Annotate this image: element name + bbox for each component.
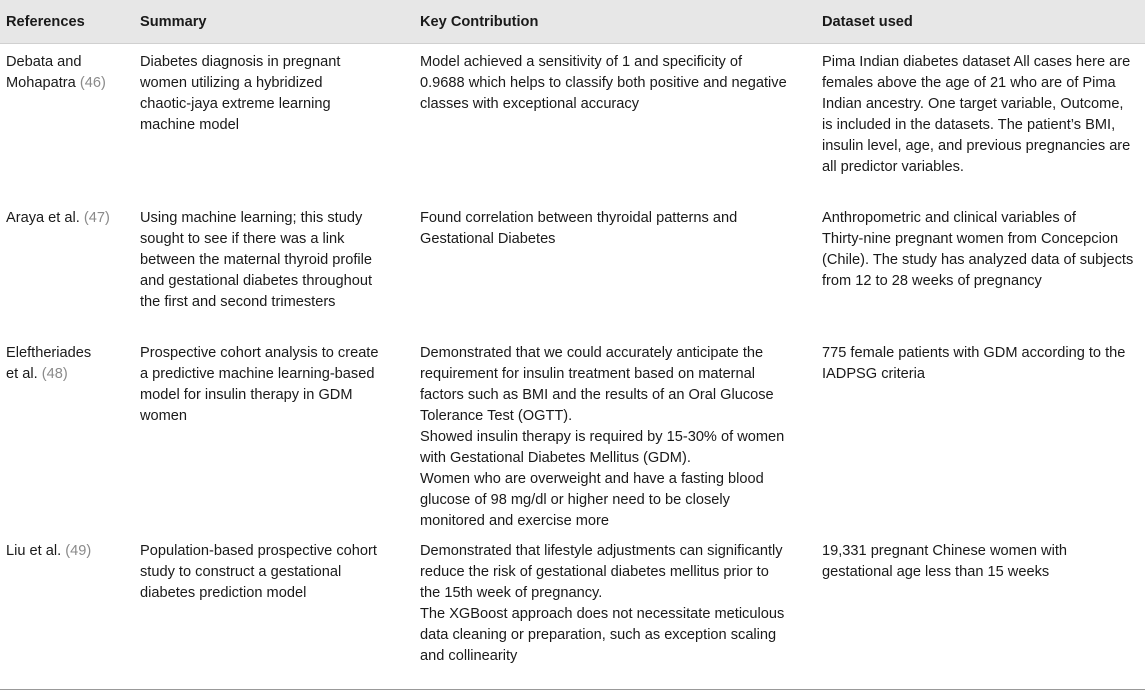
contribution-text: glucose of 98 mg/dl or higher need to be closely bbox=[420, 492, 730, 508]
citation-number: 48 bbox=[46, 366, 63, 382]
summary-text: machine model bbox=[140, 117, 239, 133]
dataset-text: females above the age of 21 who are of Pima bbox=[822, 75, 1116, 91]
reference-text: Mohapatra bbox=[6, 75, 76, 91]
summary-cell bbox=[134, 44, 414, 201]
summary-text: between the maternal thyroid profile bbox=[140, 252, 373, 268]
reference-text: Liu et al. bbox=[6, 543, 62, 559]
dataset-text: Anthropometric and clinical variables of bbox=[822, 210, 1076, 226]
contribution-text: monitored and exercise more bbox=[420, 513, 609, 529]
dataset-cell bbox=[816, 533, 1145, 679]
contribution-text: classes with exceptional accuracy bbox=[420, 96, 640, 112]
contribution-text: reduce the risk of gestational diabetes mellitus prior to bbox=[420, 564, 769, 580]
contribution-cell bbox=[414, 335, 816, 533]
header-dataset-used: Dataset used bbox=[816, 0, 1145, 44]
contribution-text: data cleaning or preparation, such as exception scaling bbox=[420, 627, 777, 643]
dataset-text: Pima Indian diabetes dataset All cases here are bbox=[822, 54, 1131, 70]
reference-cell bbox=[0, 200, 134, 335]
summary-text: model for insulin therapy in GDM bbox=[140, 387, 353, 403]
contribution-text: The XGBoost approach does not necessitate meticulous bbox=[420, 606, 785, 622]
dataset-cell bbox=[816, 335, 1145, 533]
summary-cell bbox=[134, 533, 414, 679]
dataset-text: 19,331 pregnant Chinese women with bbox=[822, 543, 1068, 559]
dataset-text: (Chile). The study has analyzed data of subjects bbox=[822, 252, 1134, 268]
dataset-cell bbox=[816, 44, 1145, 201]
reference-cell bbox=[0, 335, 134, 533]
summary-text: the first and second trimesters bbox=[140, 294, 336, 310]
table-bottom-rule bbox=[0, 689, 1145, 690]
table-header-row bbox=[0, 0, 1145, 44]
citation-link[interactable]: (48) bbox=[41, 366, 68, 382]
contribution-text: Showed insulin therapy is required by 15-30% of women bbox=[420, 429, 785, 445]
summary-text: study to construct a gestational bbox=[140, 564, 342, 580]
reference-cell bbox=[0, 44, 134, 201]
citation-link[interactable]: (47) bbox=[83, 210, 110, 226]
header-summary: Summary bbox=[134, 0, 414, 44]
dataset-text: is included in the datasets. The patient’s BMI, bbox=[822, 117, 1116, 133]
summary-text: Population-based prospective cohort bbox=[140, 543, 377, 559]
reference-text: Araya et al. bbox=[6, 210, 80, 226]
dataset-cell bbox=[816, 200, 1145, 335]
citation-link[interactable]: (46) bbox=[79, 75, 106, 91]
summary-text: Diabetes diagnosis in pregnant bbox=[140, 54, 341, 70]
contribution-text: Demonstrated that lifestyle adjustments can significantly bbox=[420, 543, 783, 559]
summary-text: and gestational diabetes throughout bbox=[140, 273, 373, 289]
contribution-cell bbox=[414, 533, 816, 679]
citation-link[interactable]: (49) bbox=[65, 543, 92, 559]
summary-text: women bbox=[140, 408, 188, 424]
summary-text: diabetes prediction model bbox=[140, 585, 307, 601]
header-key-contribution: Key Contribution bbox=[414, 0, 816, 44]
contribution-text: requirement for insulin treatment based on maternal bbox=[420, 366, 756, 382]
contribution-cell bbox=[414, 44, 816, 201]
reference-text: Debata and bbox=[6, 54, 82, 70]
dataset-text: insulin level, age, and previous pregnancies are bbox=[822, 138, 1131, 154]
summary-text: Prospective cohort analysis to create bbox=[140, 345, 379, 361]
dataset-text: all predictor variables. bbox=[822, 159, 964, 175]
contribution-text: and collinearity bbox=[420, 648, 518, 664]
dataset-text: IADPSG criteria bbox=[822, 366, 925, 382]
contribution-text: Tolerance Test (OGTT). bbox=[420, 408, 573, 424]
citation-number: 46 bbox=[84, 75, 101, 91]
reference-cell bbox=[0, 533, 134, 679]
summary-text: Using machine learning; this study bbox=[140, 210, 363, 226]
dataset-text: gestational age less than 15 weeks bbox=[822, 564, 1050, 580]
dataset-text: Indian ancestry. One target variable, Outcome, bbox=[822, 96, 1124, 112]
table-row bbox=[0, 533, 1145, 679]
contribution-text: Found correlation between thyroidal patterns and bbox=[420, 210, 738, 226]
summary-text: a predictive machine learning-based bbox=[140, 366, 375, 382]
contribution-text: Women who are overweight and have a fasting blood bbox=[420, 471, 764, 487]
table-row bbox=[0, 200, 1145, 335]
summary-cell bbox=[134, 335, 414, 533]
citation-number: 49 bbox=[70, 543, 87, 559]
reference-text: Eleftheriades bbox=[6, 345, 92, 361]
summary-text: sought to see if there was a link bbox=[140, 231, 345, 247]
contribution-text: Gestational Diabetes bbox=[420, 231, 556, 247]
contribution-text: factors such as BMI and the results of an Oral Glucose bbox=[420, 387, 774, 403]
table-row bbox=[0, 335, 1145, 533]
summary-cell bbox=[134, 200, 414, 335]
reference-text: et al. bbox=[6, 366, 38, 382]
contribution-text: Model achieved a sensitivity of 1 and specificity of bbox=[420, 54, 743, 70]
summary-text: chaotic-jaya extreme learning bbox=[140, 96, 331, 112]
contribution-cell bbox=[414, 200, 816, 335]
dataset-text: 775 female patients with GDM according to the bbox=[822, 345, 1126, 361]
contribution-text: Demonstrated that we could accurately anticipate the bbox=[420, 345, 764, 361]
dataset-text: from 12 to 28 weeks of pregnancy bbox=[822, 273, 1042, 289]
dataset-text: Thirty-nine pregnant women from Concepcion bbox=[822, 231, 1119, 247]
contribution-text: with Gestational Diabetes Mellitus (GDM). bbox=[420, 450, 691, 466]
table-row bbox=[0, 44, 1145, 201]
header-references: References bbox=[0, 0, 134, 44]
summary-text: women utilizing a hybridized bbox=[140, 75, 323, 91]
contribution-text: the 15th week of pregnancy. bbox=[420, 585, 603, 601]
contribution-text: 0.9688 which helps to classify both positive and negative bbox=[420, 75, 787, 91]
citation-number: 47 bbox=[88, 210, 105, 226]
